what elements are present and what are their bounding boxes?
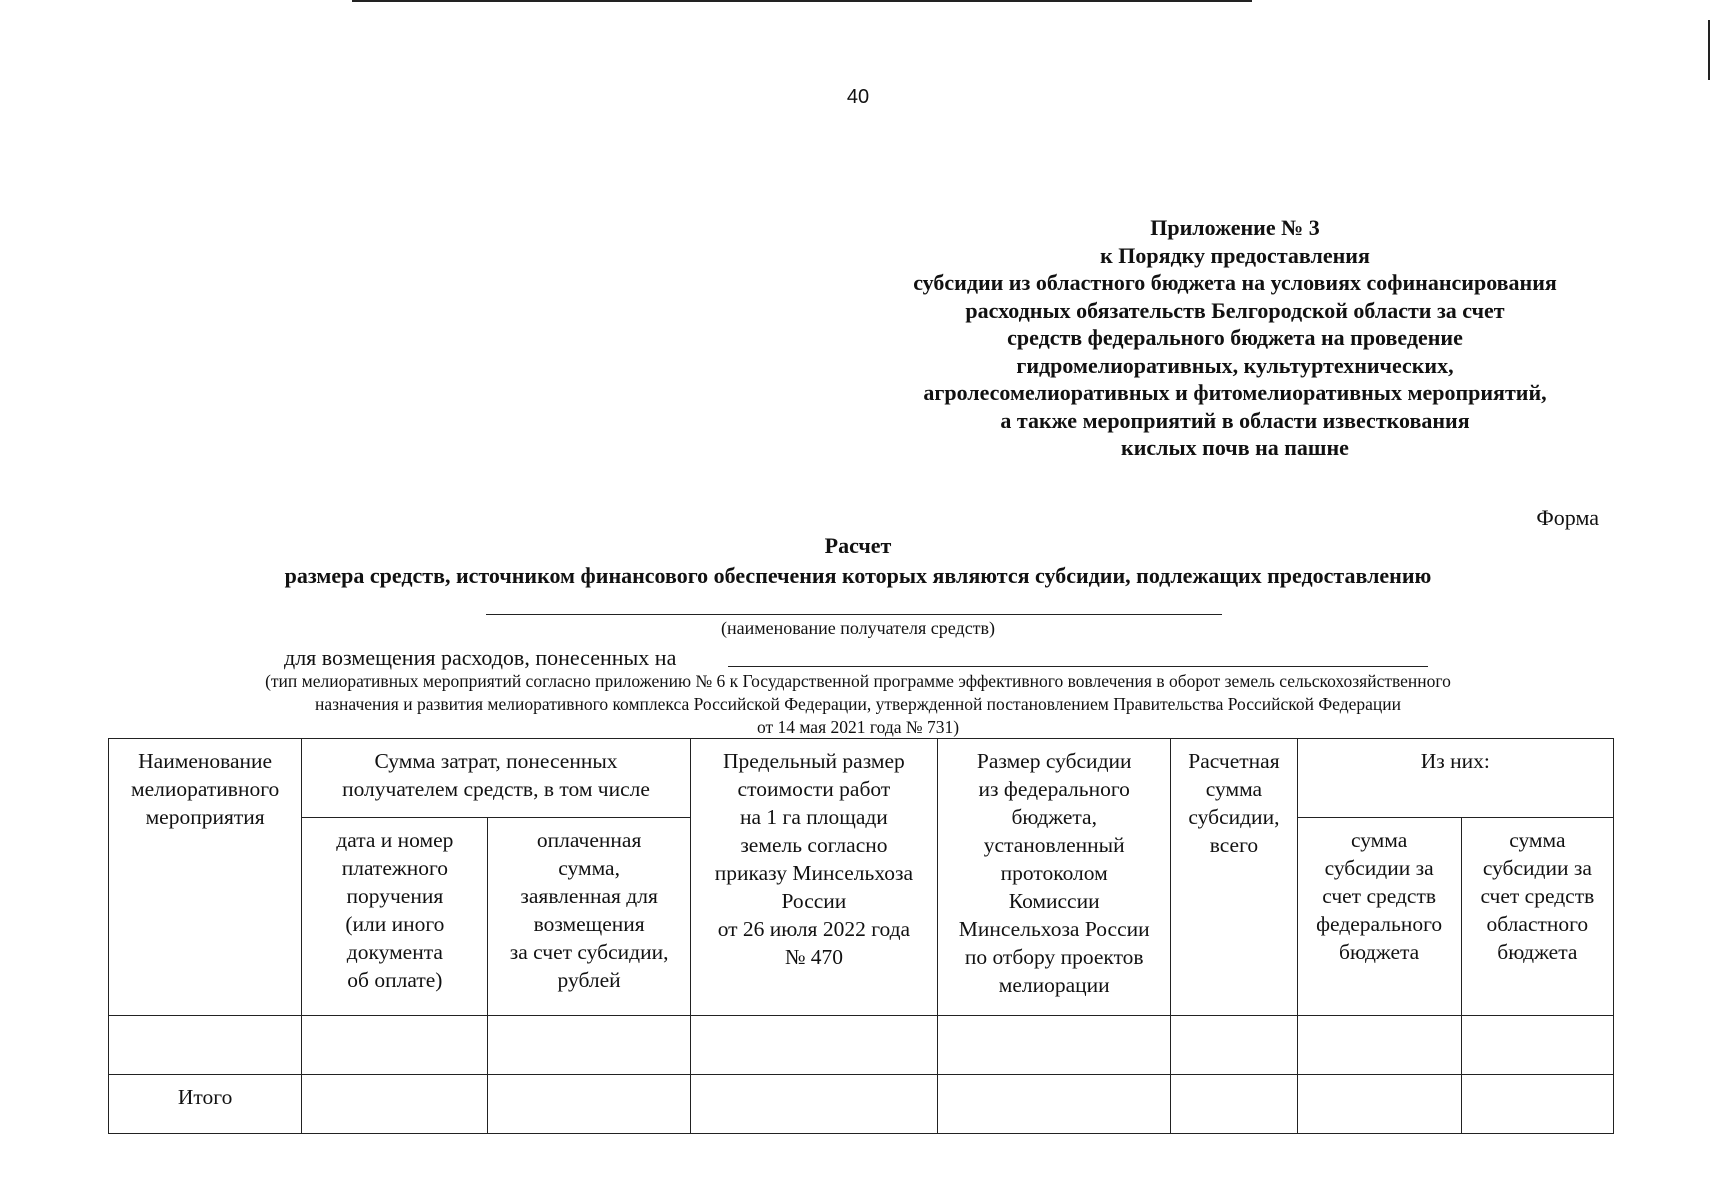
header-federal-subsidy-size: Размер субсидии из федерального бюджета, установленный протоколом Комиссии Минсельхоза России по отбору проектов мелиорации [938, 739, 1171, 1016]
table-cell [690, 1016, 937, 1075]
appendix-line: расходных обязательств Белгородской области за счет [965, 297, 1505, 323]
table-row [109, 1016, 1614, 1075]
table-cell [302, 1075, 488, 1134]
table-cell [690, 1075, 937, 1134]
reimbursement-text: для возмещения расходов, понесенных на [284, 645, 677, 670]
table-cell [109, 1016, 302, 1075]
type-note-line: назначения и развития мелиоративного комплекса Российской Федерации, утвержденной постановлением Правительства Российской Федерации [315, 694, 1401, 714]
total-row [109, 1075, 1614, 1134]
appendix-line: гидромелиоративных, культуртехнических, [1016, 352, 1454, 378]
header-paid-amount: оплаченная сумма, заявленная для возмещения за счет субсидии, рублей [488, 818, 690, 1016]
appendix-line: а также мероприятий в области известкования [1000, 407, 1470, 433]
calculation-table [108, 738, 1614, 1134]
table-cell [1297, 1075, 1461, 1134]
table-cell [1171, 1075, 1297, 1134]
appendix-line: Приложение № 3 [1150, 215, 1320, 240]
header-max-cost: Предельный размер стоимости работ на 1 га площади земель согласно приказу Минсельхоза России от 26 июля 2022 года № 470 [690, 739, 937, 1016]
table-cell [1171, 1016, 1297, 1075]
header-activity-name: Наименование мелиоративного мероприятия [109, 739, 302, 1016]
calc-subtitle: размера средств, источником финансового обеспечения которых являются субсидии, подлежащих предоставлению [284, 563, 1432, 588]
table-cell [938, 1016, 1171, 1075]
calc-title: Расчет [824, 533, 892, 558]
table-cell [1461, 1075, 1613, 1134]
appendix-line: агролесомелиоративных и фитомелиоративных мероприятий, [923, 380, 1547, 405]
form-label: Форма [1536, 505, 1599, 530]
total-label: Итого [109, 1075, 302, 1134]
table-cell [488, 1016, 690, 1075]
page-number: 40 [846, 86, 870, 108]
header-of-which: Из них: [1297, 739, 1613, 818]
appendix-line: к Порядку предоставления [1100, 242, 1370, 268]
header-federal-part: сумма субсидии за счет средств федерального бюджета [1297, 818, 1461, 1016]
table-cell [1461, 1016, 1613, 1075]
type-note-line: (тип мелиоративных мероприятий согласно приложению № 6 к Государственной программе эффективного вовлечения в оборот земель сельскохозяйственного [265, 671, 1451, 691]
header-payment-doc: дата и номер платежного поручения (или иного документа об оплате) [302, 818, 488, 1016]
table-cell [1297, 1016, 1461, 1075]
appendix-line: субсидии из областного бюджета на условиях софинансирования [913, 270, 1557, 295]
recipient-caption: (наименование получателя средств) [720, 618, 996, 638]
appendix-line: средств федерального бюджета на проведение [1007, 325, 1463, 350]
activity-type-note [130, 670, 1586, 739]
type-note-line: от 14 мая 2021 года № 731) [756, 717, 960, 737]
header-costs-group: Сумма затрат, понесенных получателем средств, в том числе [302, 739, 691, 818]
table-cell [488, 1075, 690, 1134]
right-border-line [1708, 20, 1710, 80]
header-calc-total: Расчетная сумма субсидии, всего [1171, 739, 1297, 1016]
appendix-line: кислых почв на пашне [1121, 435, 1349, 460]
activity-type-blank [728, 666, 1428, 667]
table-cell [938, 1075, 1171, 1134]
recipient-name-blank [486, 614, 1222, 615]
appendix-header [800, 214, 1716, 462]
top-border-line [352, 0, 1252, 2]
table-cell [302, 1016, 488, 1075]
header-regional-part: сумма субсидии за счет средств областного бюджета [1461, 818, 1613, 1016]
